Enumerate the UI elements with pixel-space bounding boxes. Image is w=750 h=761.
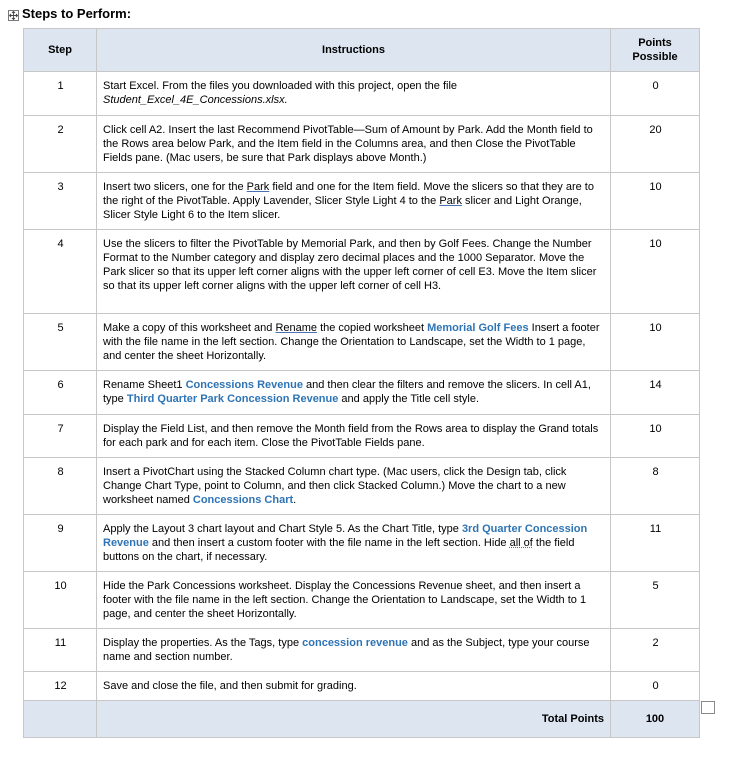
instruction-text: and then insert a custom footer with the file name in the left section. Hide [148, 537, 510, 549]
step-number: 5 [24, 314, 97, 371]
total-row [24, 701, 700, 738]
instruction-text: the copied worksheet [317, 322, 428, 334]
points-column-header: Points Possible [611, 29, 700, 72]
steps-table [23, 28, 700, 738]
instruction-text: Rename Sheet1 [103, 379, 186, 391]
step-instructions [97, 415, 611, 458]
instruction-text: Click cell A2. Insert the last Recommend PivotTable—Sum of Amount by Park. Add the Month field to the Rows area below Park, and the Item field in the Columns area, and then Close the PivotTable Fields pane. (Mac users, be sure that Park displays above Month.) [103, 124, 593, 164]
instruction-text: . [293, 494, 297, 506]
points-value: 14 [611, 371, 700, 415]
table-resize-handle[interactable] [701, 701, 715, 714]
instruction-text: field and one for the Item field. Move the slicers so that they are to the right of the PivotTable. Apply Lavender, Slicer Style Light 4 to the [103, 181, 594, 207]
step-number: 11 [24, 629, 97, 672]
table-row [24, 629, 700, 672]
instruction-text: and as the Subject, type your course name and section number. [103, 637, 590, 663]
instruction-text: Use the slicers to filter the PivotTable by Memorial Park, and then by Golf Fees. Change the Number Format to the Number category and display zero decimal places and the 1000 Separator. Move the Park slicer so that its upper left corner aligns with the upper left corner of cell E3. Move the Item slicer so that its upper left corner aligns with the upper left corner of cell H3. [103, 238, 597, 292]
table-row [24, 572, 700, 629]
step-number: 3 [24, 173, 97, 230]
instruction-text: Display the properties. As the Tags, type [103, 637, 303, 649]
step-number: 2 [24, 116, 97, 173]
table-row [24, 515, 700, 572]
instruction-text: Park [439, 195, 462, 207]
step-instructions [97, 572, 611, 629]
instruction-text: and then clear the filters and remove the slicers. In cell A1, type [103, 379, 591, 405]
step-instructions [97, 458, 611, 515]
instruction-text: Insert two slicers, one for the [103, 181, 247, 193]
points-value: 10 [611, 415, 700, 458]
instruction-text: Make a copy of this worksheet and [103, 322, 276, 334]
instruction-text: Third Quarter Park Concession Revenue [126, 393, 339, 405]
instruction-text: Apply the Layout 3 chart layout and Chart Style 5. As the Chart Title, type [103, 523, 462, 535]
step-number: 9 [24, 515, 97, 572]
points-value: 20 [611, 116, 700, 173]
step-instructions [97, 314, 611, 371]
instruction-text: Concessions Revenue [185, 379, 303, 391]
points-value: 8 [611, 458, 700, 515]
instruction-text: and apply the Title cell style. [338, 393, 480, 405]
table-row [24, 230, 700, 314]
step-number: 6 [24, 371, 97, 415]
table-row [24, 116, 700, 173]
table-row [24, 72, 700, 116]
table-row [24, 458, 700, 515]
instruction-text: Save and close the file, and then submit for grading. [103, 680, 357, 692]
table-header-row [24, 29, 700, 72]
instruction-text: Hide the Park Concessions worksheet. Display the Concessions Revenue sheet, and then insert a footer with the file name in the left section. Change the Orientation to Landscape, set the Width to 1 page, and center the sheet Horizontally. [103, 580, 587, 620]
instruction-text: Insert a PivotChart using the Stacked Column chart type. (Mac users, click the Design tab, click Change Chart Type, point to Column, and then click Stacked Column.) Move the chart to a new worksheet named [103, 466, 567, 506]
points-value: 0 [611, 72, 700, 116]
step-instructions [97, 515, 611, 572]
section-heading: Steps to Perform: [22, 6, 132, 21]
step-column-header: Step [24, 29, 97, 72]
instruction-text: all of [509, 537, 533, 549]
step-instructions [97, 116, 611, 173]
instruction-text: Park [246, 181, 270, 193]
points-value: 5 [611, 572, 700, 629]
step-number: 1 [24, 72, 97, 116]
points-value: 0 [611, 672, 700, 701]
instruction-text: Student_Excel_4E_Concessions.xlsx. [103, 94, 288, 106]
instruction-text: Rename [275, 322, 318, 334]
total-value: 100 [611, 701, 700, 738]
step-number: 8 [24, 458, 97, 515]
step-instructions [97, 672, 611, 701]
points-value: 10 [611, 173, 700, 230]
table-row [24, 314, 700, 371]
points-value: 10 [611, 314, 700, 371]
table-move-handle[interactable] [8, 10, 19, 21]
step-number: 10 [24, 572, 97, 629]
instruction-text: Insert a footer with the file name in the left section. Change the Orientation to Landscape, set the Width to 1 page, and center the sheet Horizontally. [103, 322, 600, 362]
instructions-column-header: Instructions [97, 29, 611, 72]
instruction-text: Memorial Golf Fees [427, 322, 529, 334]
move-arrows-icon [9, 11, 18, 20]
table-row [24, 371, 700, 415]
points-value: 10 [611, 230, 700, 314]
step-number: 7 [24, 415, 97, 458]
instruction-text: 3rd Quarter Concession Revenue [103, 523, 588, 549]
step-number: 4 [24, 230, 97, 314]
total-blank-cell [24, 701, 97, 738]
step-instructions [97, 230, 611, 314]
total-label: Total Points [97, 701, 611, 738]
step-instructions [97, 371, 611, 415]
table-row [24, 415, 700, 458]
instruction-text: concession revenue [302, 637, 408, 649]
instruction-text: slicer and Light Orange, Slicer Style Light 6 to the Item slicer. [103, 195, 582, 221]
points-value: 11 [611, 515, 700, 572]
step-number: 12 [24, 672, 97, 701]
instruction-text: Concessions Chart [192, 494, 294, 506]
step-instructions [97, 72, 611, 116]
instruction-text: Display the Field List, and then remove the Month field from the Rows area to display the Grand totals for each park and for each item. Close the PivotTable Fields pane. [103, 423, 599, 449]
step-instructions [97, 629, 611, 672]
instruction-text: Start Excel. From the files you downloaded with this project, open the file [103, 80, 458, 92]
table-row [24, 672, 700, 701]
step-instructions [97, 173, 611, 230]
table-row [24, 173, 700, 230]
instruction-text: the field buttons on the chart, if necessary. [103, 537, 575, 563]
points-value: 2 [611, 629, 700, 672]
